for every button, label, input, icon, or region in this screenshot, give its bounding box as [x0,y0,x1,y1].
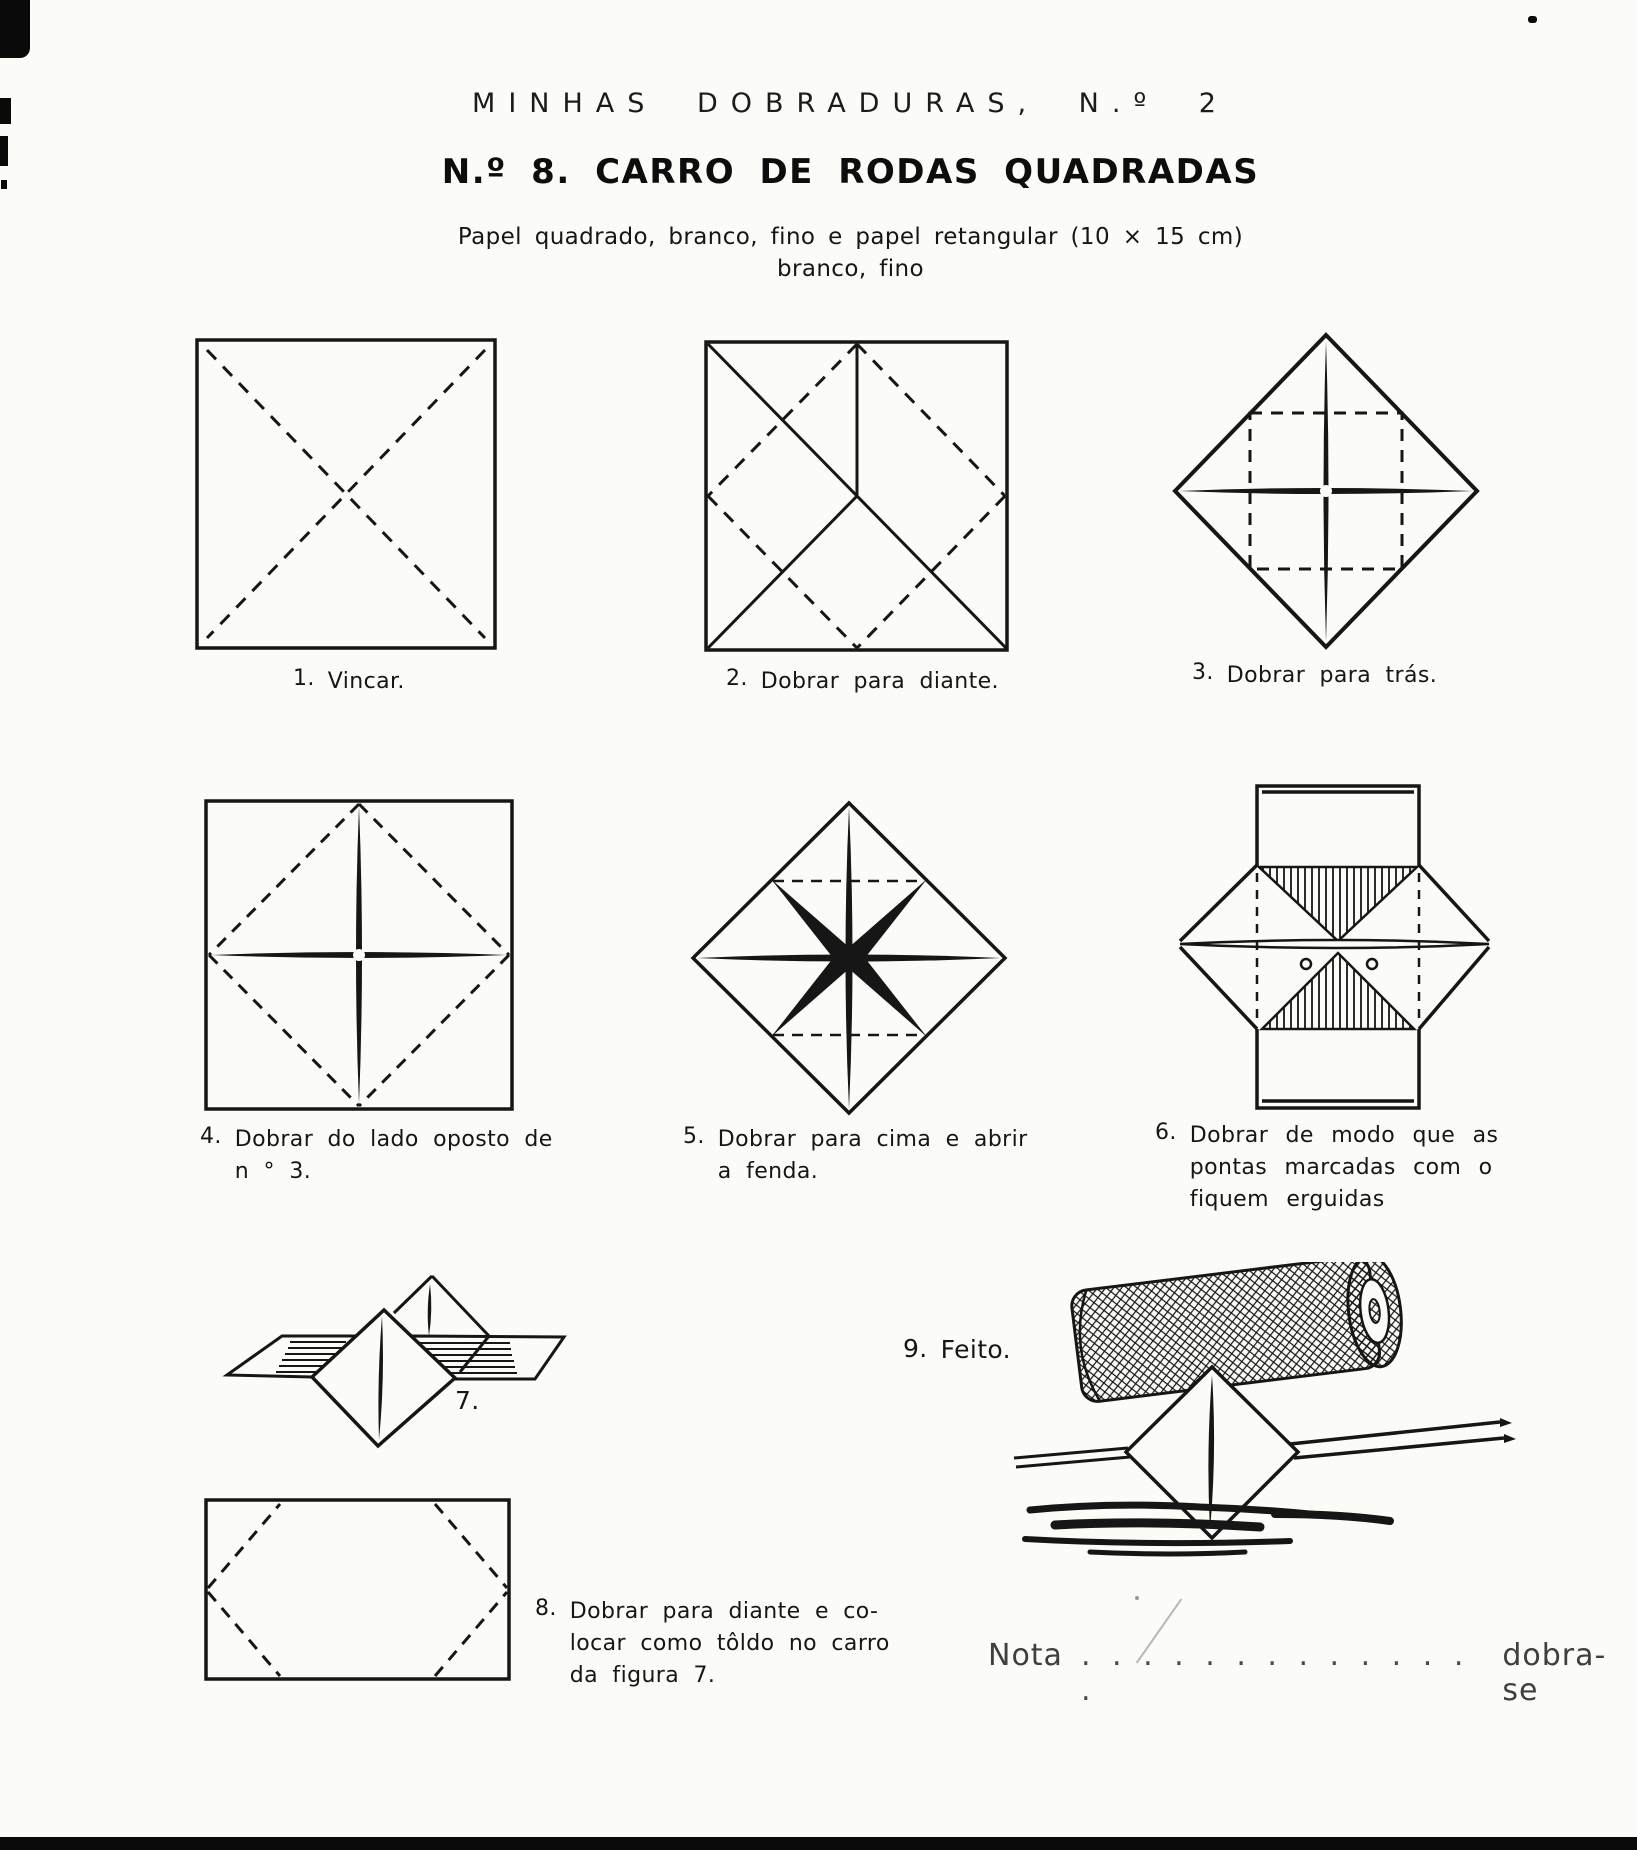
note-legend-text: dobra-se [1502,1638,1607,1708]
step3-diagram [1170,330,1482,652]
scan-artifact-left-edge [0,136,8,166]
fold-legend-note [988,1638,1637,1708]
step2-diagram [702,338,1012,654]
step8-caption: 8. Dobrar para diante e co- locar como tôldo no carro da figura 7. [535,1596,890,1688]
step6-caption: 6. Dobrar de modo que as pontas marcadas com o fiquem erguidas [1155,1120,1499,1212]
step3-caption: 3. Dobrar para trás. [1192,660,1438,688]
scan-artifact-top-left [0,0,30,58]
step1-diagram [193,336,499,652]
scan-artifact-bottom-bar [0,1837,1637,1850]
note-label: Nota [988,1638,1063,1673]
page-title: N.º 8. CARRO DE RODAS QUADRADAS [441,152,1260,192]
step9-caption: 9. Feito. [903,1334,1012,1364]
step7-label: 7. [455,1386,480,1415]
step5-caption: 5. Dobrar para cima e abrir a fenda. [683,1124,1028,1184]
note-dotted-leader: . . . . . . . . . . . . . . [1080,1638,1470,1708]
step4-caption: 4. Dobrar do lado oposto de n ° 3. [200,1124,553,1184]
scan-artifact-left-edge [1,180,7,189]
step5-diagram [688,798,1010,1118]
step7-diagram [212,1248,572,1463]
step4-diagram [202,797,516,1113]
step9-diagram [1000,1262,1520,1567]
step6-diagram [1176,781,1494,1113]
materials-line1: Papel quadrado, branco, fino e papel retangular (10 × 15 cm) [457,224,1244,250]
step2-caption: 2. Dobrar para diante. [726,666,999,694]
pencil-speck [1135,1596,1139,1600]
step1-caption: 1. Vincar. [293,666,405,694]
materials-line2: branco, fino [776,256,924,282]
scan-artifact-speck [1528,16,1537,23]
scan-artifact-left-edge [0,98,11,124]
step8-diagram [202,1496,514,1684]
series-header: MINHAS DOBRADURAS, N.º 2 [472,88,1229,119]
